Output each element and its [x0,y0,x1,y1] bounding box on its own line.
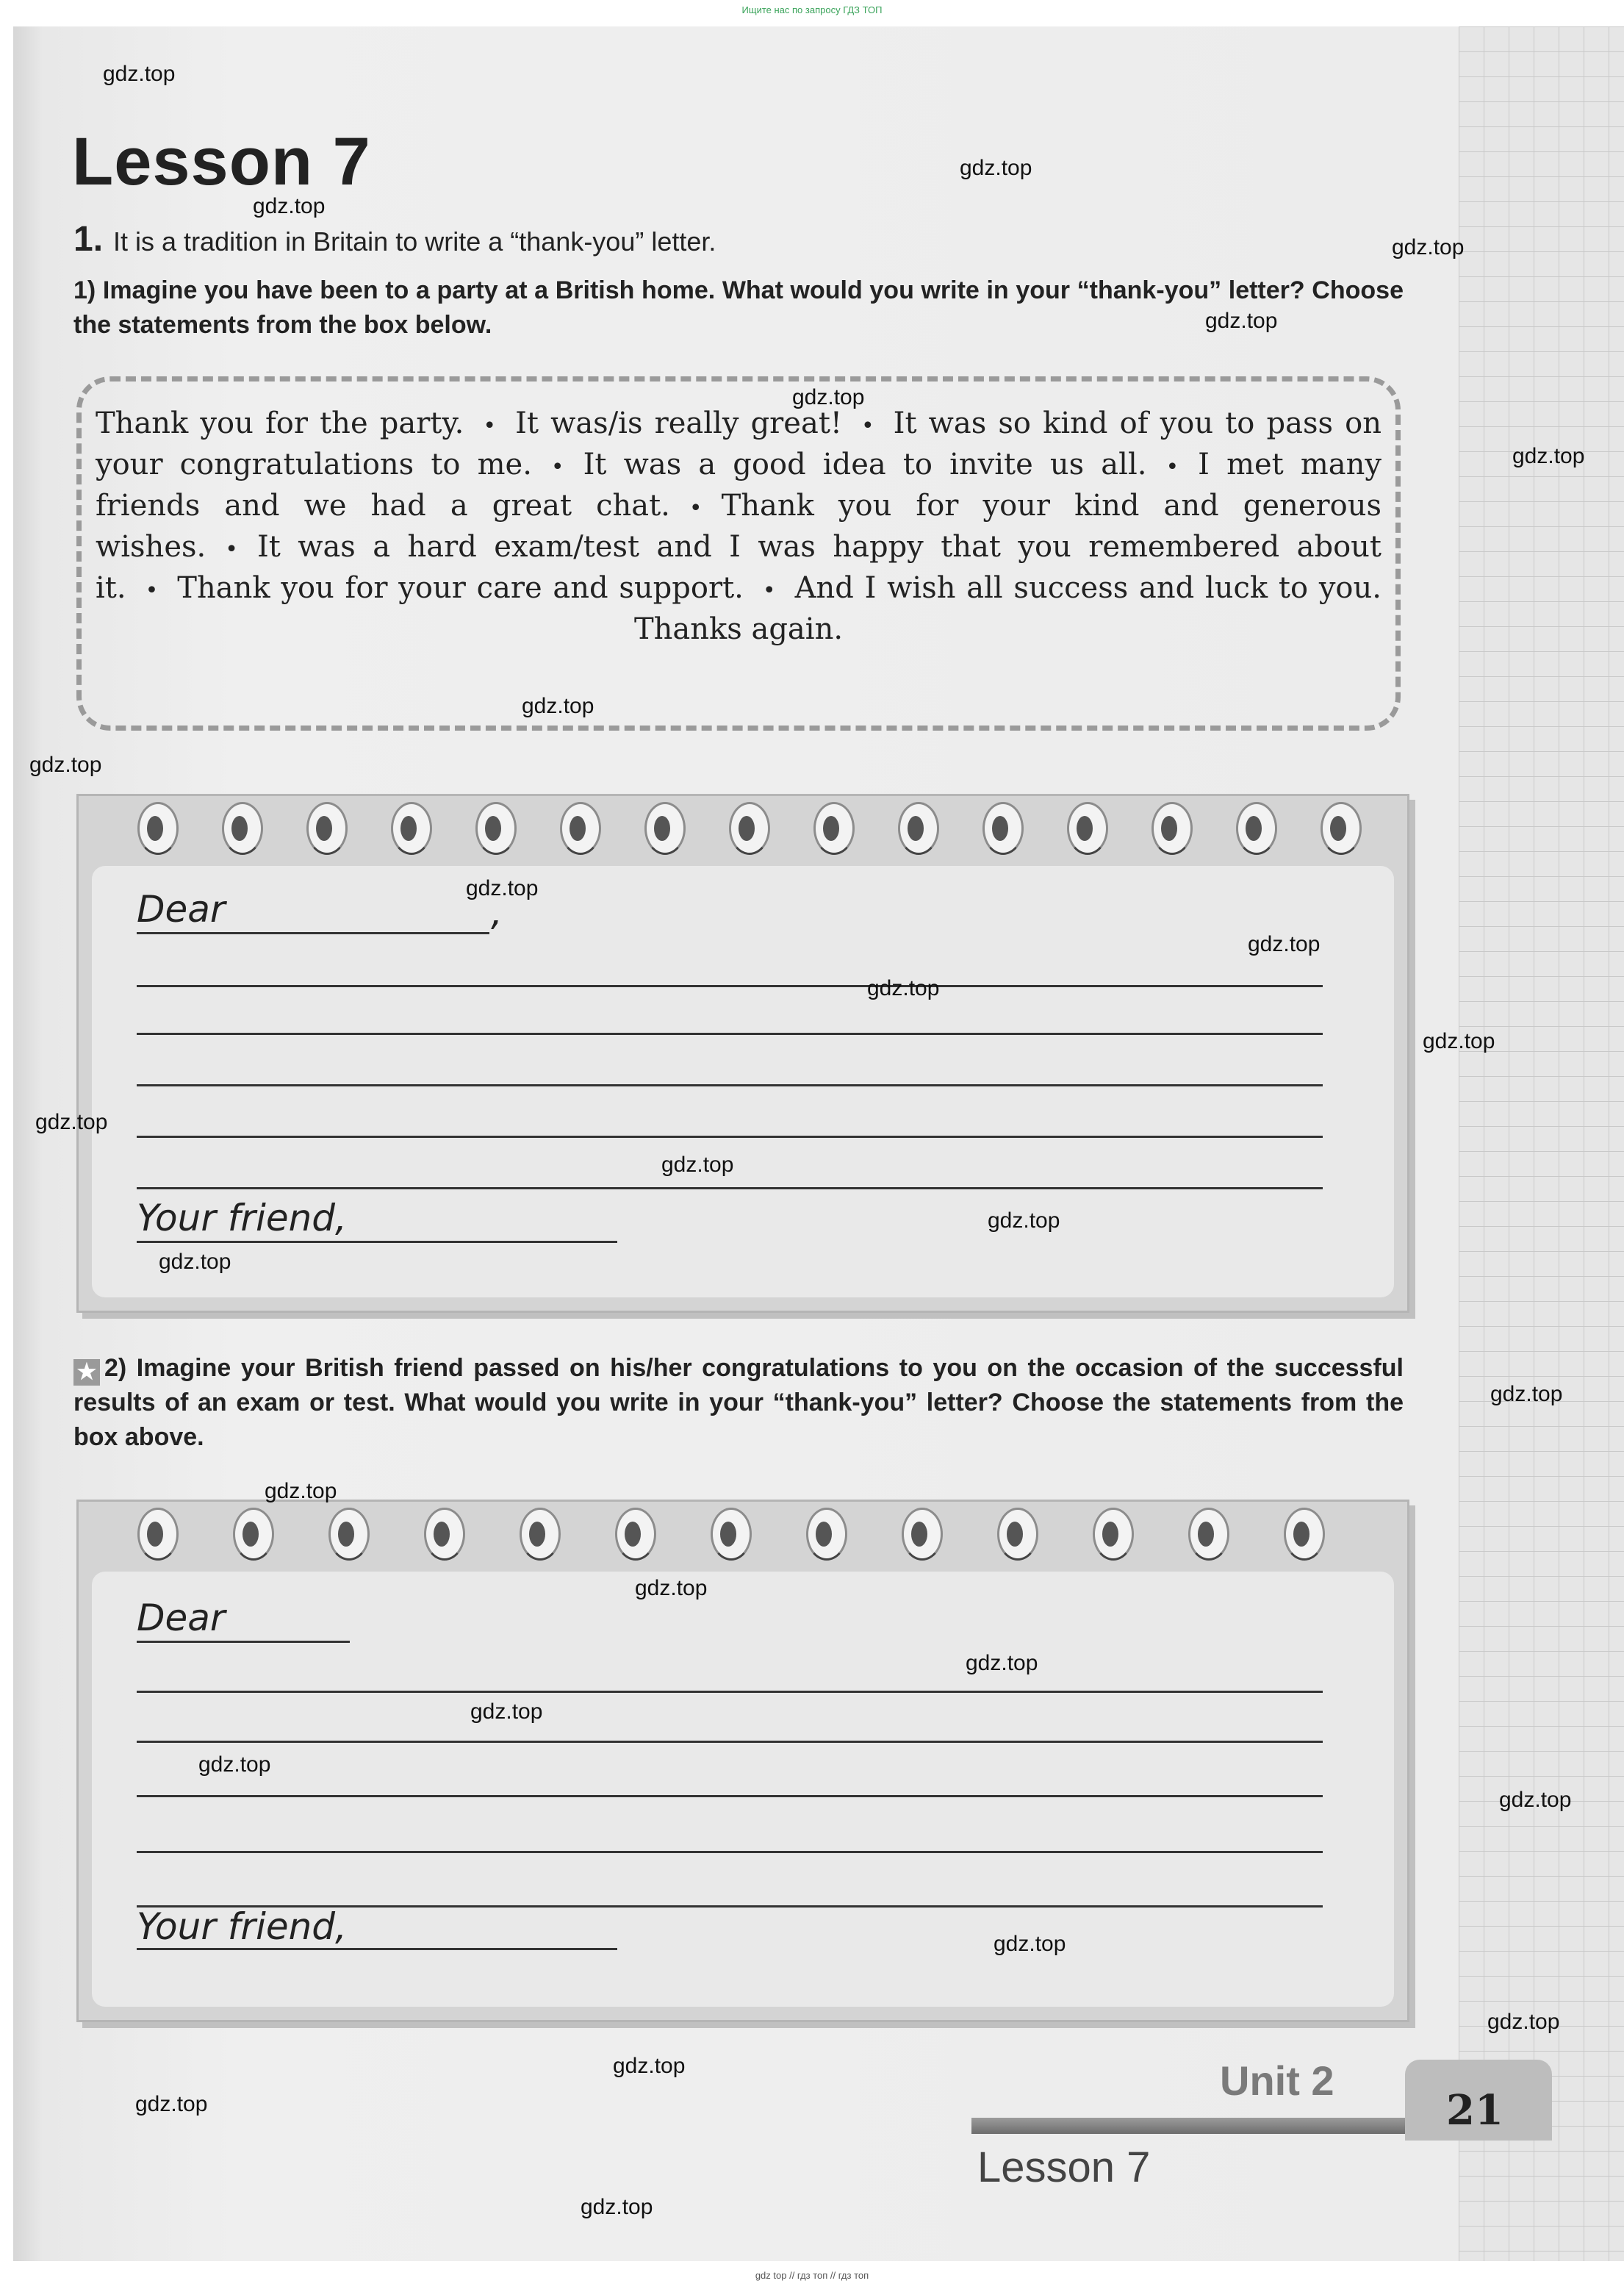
watermark: gdz.top [635,1576,708,1600]
statement: I met many friends and we had a great chat. [96,448,1382,523]
ring-icon [729,802,770,855]
watermark: gdz.top [966,1651,1038,1675]
task-1-instructions: 1) Imagine you have been to a party at a British home. What would you write in your “thank-you” letter? Choose the statements from the box below. [73,276,1404,339]
watermark: gdz.top [960,156,1032,180]
ring-icon [137,1508,179,1561]
letter-1-greeting: Dear [137,888,226,931]
ring-icon [1321,802,1362,855]
bullet-icon: • [762,578,776,603]
watermark: gdz.top [792,385,865,409]
lesson-footer: Lesson 7 [977,2143,1151,2191]
bullet-icon: • [1165,454,1179,480]
bottom-note: gdz top // гдз топ // гдз топ [755,2270,869,2281]
watermark: gdz.top [1205,309,1278,333]
watermark: gdz.top [159,1250,231,1274]
greeting-line[interactable] [137,932,489,934]
statement: It was so kind of you to pass on your congratulations to me. [96,406,1382,481]
statement: It was a good idea to invite us all. [583,448,1147,481]
writing-line[interactable] [137,1691,1323,1693]
writing-line[interactable] [137,1187,1323,1189]
watermark: gdz.top [253,194,326,218]
ring-icon [1067,802,1108,855]
watermark: gdz.top [613,2054,686,2078]
bullet-icon: • [550,454,564,480]
statement: And I wish all success and luck to you. Thanks again. [633,571,1382,646]
watermark: gdz.top [661,1153,734,1177]
ring-icon [982,802,1024,855]
exercise-1-intro [73,219,716,259]
bullet-icon: • [860,413,874,439]
ring-icon [813,802,855,855]
exercise-number: 1. [73,220,104,259]
notepad-rings [79,802,1407,853]
watermark: gdz.top [581,2195,653,2219]
ring-icon [137,802,179,855]
grid-margin [1459,26,1624,2261]
notepad-rings [79,1508,1407,1559]
statement: Thank you for your kind and generous wishes. [96,489,1382,564]
ring-icon [520,1508,561,1561]
watermark: gdz.top [135,2092,208,2116]
watermark: gdz.top [1392,235,1465,259]
bullet-icon: • [483,413,497,439]
ring-icon [615,1508,656,1561]
lesson-title: Lesson 7 [72,124,371,199]
footer-bar [971,2118,1406,2134]
watermark: gdz.top [867,976,940,1000]
watermark: gdz.top [1490,1382,1563,1406]
writing-line[interactable] [137,1741,1323,1743]
letter-1-closing: Your friend, [137,1197,347,1239]
greeting-comma: , [491,891,503,934]
letter-2-closing: Your friend, [137,1905,347,1948]
bullet-icon: • [145,578,159,603]
ring-icon [1093,1508,1134,1561]
ring-icon [391,802,432,855]
signature-line[interactable] [137,1948,617,1950]
ring-icon [1188,1508,1229,1561]
ring-icon [424,1508,465,1561]
statement: It was a hard exam/test and I was happy that you remembered about it. [96,530,1382,605]
bullet-icon: • [689,495,703,521]
ring-icon [1284,1508,1325,1561]
ring-icon [1151,802,1193,855]
watermark: gdz.top [1423,1029,1495,1053]
bullet-icon: • [225,537,238,562]
ring-icon [711,1508,752,1561]
ring-icon [806,1508,847,1561]
watermark: gdz.top [1487,2010,1560,2034]
watermark: gdz.top [1499,1788,1572,1812]
ring-icon [898,802,939,855]
ring-icon [1236,802,1277,855]
ring-icon [306,802,348,855]
ring-icon [902,1508,943,1561]
letter-2-greeting: Dear [137,1597,226,1639]
ring-icon [997,1508,1038,1561]
statement: It was/is really great! [515,406,842,440]
ring-icon [222,802,263,855]
ring-icon [560,802,601,855]
statements-text [96,404,1382,649]
header-note: Ищите нас по запросу ГДЗ ТОП [741,4,883,15]
ring-icon [328,1508,370,1561]
watermark: gdz.top [1248,932,1321,956]
statement: Thank you for the party. [96,406,464,440]
watermark: gdz.top [198,1752,271,1777]
writing-line[interactable] [137,1136,1323,1138]
watermark: gdz.top [470,1699,543,1724]
watermark: gdz.top [1512,444,1585,468]
writing-line[interactable] [137,1851,1323,1853]
page-number: 21 [1446,2086,1503,2135]
watermark: gdz.top [35,1110,108,1134]
star-icon: ★ [73,1359,100,1386]
watermark: gdz.top [522,694,594,718]
watermark: gdz.top [265,1479,337,1503]
watermark: gdz.top [103,62,176,86]
writing-line[interactable] [137,985,1323,987]
watermark: gdz.top [994,1932,1066,1956]
task-2-text: 2) Imagine your British friend passed on his/her congratulations to you on the occasion of the successful results of an exam or test. What would you write in your “thank-you” letter? Choose the statements from the box above. [73,1354,1404,1451]
ring-icon [644,802,686,855]
writing-line[interactable] [137,1795,1323,1797]
watermark: gdz.top [988,1208,1060,1233]
exercise-intro-text: It is a tradition in Britain to write a “thank-you” letter. [113,226,716,257]
ring-icon [233,1508,274,1561]
unit-label: Unit 2 [1220,2057,1334,2104]
ring-icon [475,802,517,855]
writing-line[interactable] [137,1084,1323,1086]
greeting-line[interactable] [137,1641,350,1643]
statement: Thank you for your care and support. [177,571,744,605]
signature-line[interactable] [137,1241,617,1243]
watermark: gdz.top [466,876,539,900]
watermark: gdz.top [29,753,102,777]
task-2-instructions [73,1351,1404,1455]
writing-line[interactable] [137,1033,1323,1035]
